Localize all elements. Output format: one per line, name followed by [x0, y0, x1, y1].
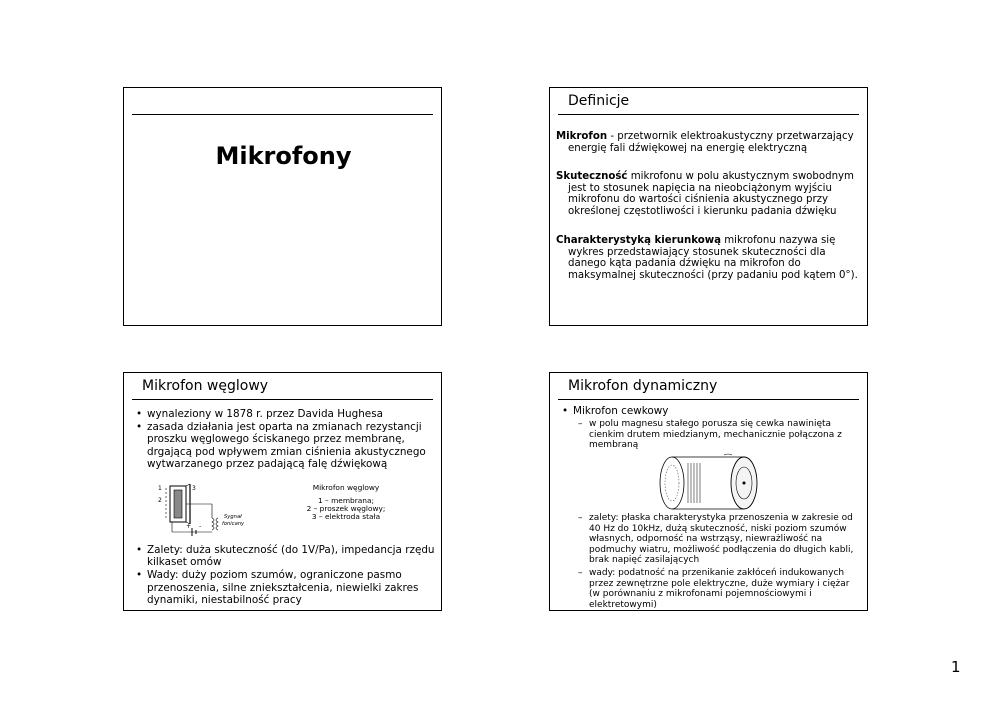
presentation-title: Mikrofony — [215, 142, 352, 170]
definition-sensitivity — [556, 171, 859, 217]
label-minus: - — [199, 523, 202, 530]
list-item: – zalety: płaska charakterystyka przenoszenia w zakresie od 40 Hz do 10kHz, dużą skuteczność, niski poziom szumów własnych, odporność na wstrząsy, niewrażliwość na podmuchy wiatru, możliwość podłączenia do długich kabli, brak napięć zasilających — [578, 513, 861, 566]
label-3: 3 — [192, 485, 196, 492]
slide-dynamic-microphone — [549, 372, 868, 611]
definition-text: - przetwornik elektroakustyczny przetwarzający energię fali dźwiękowej na energię elektryczną — [568, 131, 854, 154]
definition-text: mikrofonu nazywa się wykres przedstawiający stosunek skuteczności dla danego kąta padania dźwięku na mikrofon do maksymalnej skuteczności (przy padaniu pod kątem 0°). — [568, 235, 858, 281]
definition-text: mikrofonu w polu akustycznym swobodnym jest to stosunek napięcia na nieobciążonym wyjściu mikrofonu do wartości ciśnienia akustycznego przy określonej częstotliwości i kierunku padania dźwięku — [568, 171, 854, 217]
list-item: • Zalety: duża skuteczność (do 1V/Pa), impedancja rzędu kilkaset omów — [134, 544, 435, 568]
label-2: 2 — [158, 497, 162, 504]
term: Mikrofon — [556, 131, 608, 142]
list-item: • zasada działania jest oparta na zmianach rezystancji proszku węglowego ściskanego przez membranę, drgającą pod wpływem zmian ciśnienia akustycznego wytwarzanego przez padającą falę dźwiękową — [134, 421, 435, 470]
slide-carbon-microphone — [123, 372, 442, 611]
label-signal-2: fonicany — [222, 521, 245, 527]
figure-caption-line: 1 – membrana; — [317, 496, 374, 505]
list-item: • Wady: duży poziom szumów, ograniczone pasmo przenoszenia, silne zniekształcenia, niewielki zakres dynamiki, niestabilność pracy — [134, 569, 435, 606]
slide-heading: Mikrofon dynamiczny — [568, 378, 718, 394]
bullet-list — [560, 405, 861, 418]
sub-list-bottom — [578, 513, 861, 612]
list-item: – wady: podatność na przenikanie zakłóceń indukowanych przez zewnętrzne pole elektryczne, duże wymiary i ciężar (w porównaniu z mikrofonami pojemnościowymi i elektretowymi) — [578, 568, 861, 610]
slide-heading: Definicje — [568, 93, 630, 109]
figure-caption-line: 2 – proszek węglowy; — [306, 504, 386, 513]
label-plus: + — [186, 523, 192, 530]
slide-heading: Mikrofon węglowy — [142, 378, 269, 394]
title-divider — [558, 399, 859, 400]
figure-caption-line: 3 – elektroda stała — [311, 512, 381, 521]
title-divider — [132, 114, 433, 115]
slide-definitions — [549, 87, 868, 326]
page-number: 1 — [951, 658, 961, 676]
definition-microphone — [556, 131, 859, 154]
carbon-microphone-diagram — [152, 480, 262, 538]
title-divider — [558, 114, 859, 115]
term: Skuteczność — [556, 171, 628, 182]
label-signal: Sygnał — [224, 514, 242, 520]
term: Charakterystyką kierunkową — [556, 235, 721, 246]
list-item: • Mikrofon cewkowy — [560, 405, 861, 417]
figure-caption-title: Mikrofon węglowy — [312, 483, 380, 492]
bullet-list-bottom — [134, 544, 435, 607]
dynamic-microphone-diagram — [648, 453, 772, 513]
sub-list-top — [578, 419, 861, 453]
definition-directional-characteristic — [556, 235, 859, 281]
list-item: • wynaleziony w 1878 r. przez Davida Hughesa — [134, 408, 435, 420]
bullet-list-top — [134, 408, 435, 471]
slide-title — [123, 87, 442, 326]
label-1: 1 — [158, 485, 162, 492]
list-item: – w polu magnesu stałego porusza się cewka nawinięta cienkim drutem miedzianym, mechanicznie połączona z membraną — [578, 419, 861, 451]
title-divider — [132, 399, 433, 400]
